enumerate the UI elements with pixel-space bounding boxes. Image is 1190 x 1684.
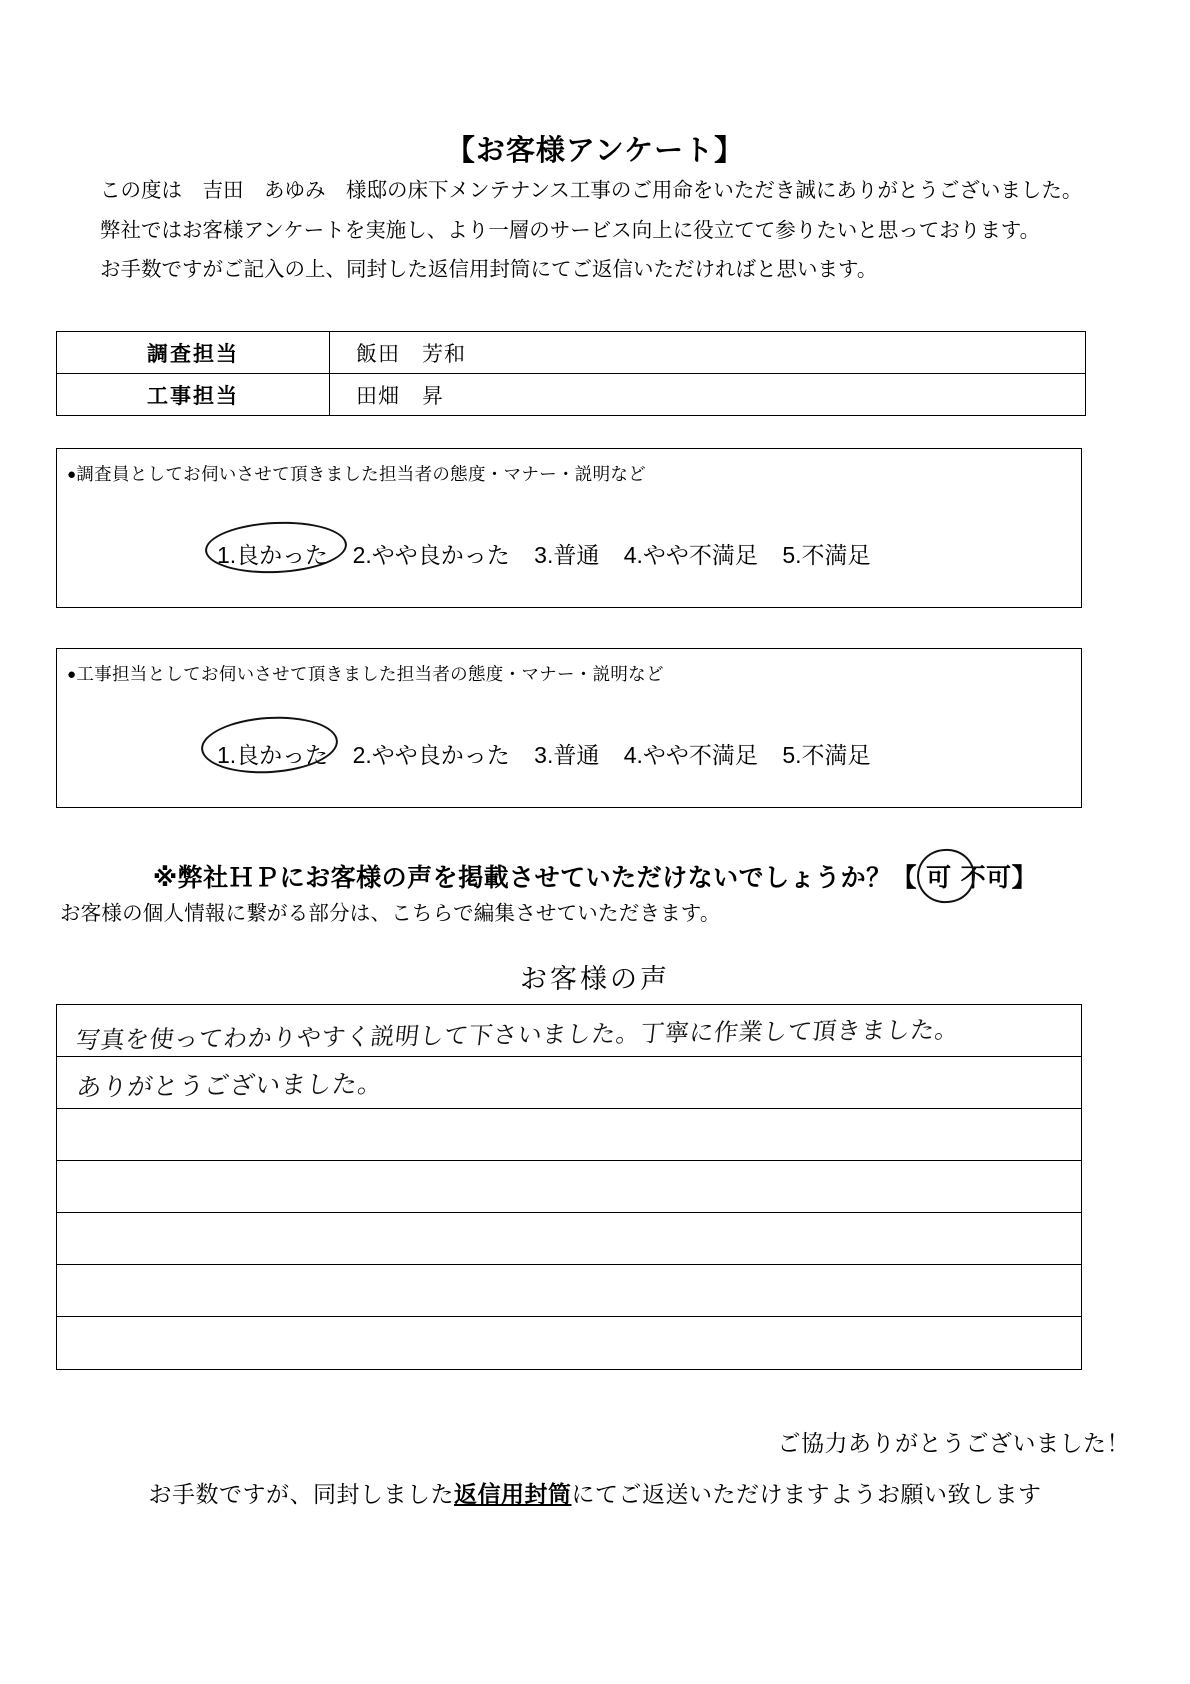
footer-request-suffix: にてご返送いただけますようお願い致します <box>571 1481 1042 1507</box>
staff-role-label-survey: 調査担当 <box>57 332 330 374</box>
rating-option-4-label: 4.やや不満足 <box>623 542 758 568</box>
rating-options-survey-staff <box>217 537 871 570</box>
rating-option-4-label: 4.やや不満足 <box>623 742 758 768</box>
hp-permission-note: お客様の個人情報に繋がる部分は、こちらで編集させていただきます。 <box>60 902 721 925</box>
handwritten-comment-line-1: 写真を使ってわかりやすく説明して下さいました。丁寧に作業して頂きました。 <box>74 1015 961 1055</box>
rating-option-2-label: 2.やや良かった <box>352 742 510 768</box>
rating-option-4[interactable] <box>624 737 758 770</box>
staff-role-label-construction: 工事担当 <box>57 374 330 416</box>
comment-row[interactable] <box>57 1317 1081 1369</box>
question-text: 工事担当としてお伺いさせて頂きました担当者の態度・マナー・説明など <box>76 664 664 684</box>
comment-row[interactable] <box>57 1161 1081 1213</box>
hp-permission-line <box>0 858 1190 894</box>
rating-option-1[interactable] <box>217 537 328 570</box>
question-prompt-construction-staff <box>67 661 664 686</box>
rating-option-5[interactable] <box>782 537 870 570</box>
comment-row[interactable] <box>57 1057 1081 1109</box>
rating-option-1[interactable] <box>217 737 328 770</box>
table-row <box>57 332 1086 374</box>
hp-permission-no[interactable]: 不可 <box>960 864 1012 892</box>
rating-option-2[interactable] <box>353 737 510 770</box>
rating-option-1-label: 1.良かった <box>217 542 329 568</box>
table-row <box>57 374 1086 416</box>
rating-option-2-label: 2.やや良かった <box>352 542 510 568</box>
comment-row[interactable] <box>57 1265 1081 1317</box>
rating-option-5[interactable] <box>782 737 870 770</box>
question-text: 調査員としてお伺いさせて頂きました担当者の態度・マナー・説明など <box>76 464 646 484</box>
hp-permission-choices <box>892 858 1038 894</box>
rating-option-4[interactable] <box>624 537 758 570</box>
rating-option-3-label: 3.普通 <box>534 542 600 568</box>
bullet-icon: ● <box>67 466 77 483</box>
question-prompt-survey-staff <box>67 461 646 486</box>
hp-permission-yes-label: 可 <box>926 864 952 892</box>
rating-option-3[interactable] <box>534 737 599 770</box>
footer-request-prefix: お手数ですが、同封しました <box>148 1481 454 1507</box>
rating-option-5-label: 5.不満足 <box>782 542 871 568</box>
customer-voice-heading: お客様の声 <box>520 964 670 994</box>
question-block-survey-staff <box>56 448 1082 608</box>
bracket-open: 【 <box>891 864 918 892</box>
hp-permission-yes[interactable] <box>917 858 961 894</box>
comment-row[interactable] <box>57 1213 1081 1265</box>
bullet-icon: ● <box>67 666 77 683</box>
staff-name-survey: 飯田 芳和 <box>330 332 1086 374</box>
page-title: 【お客様アンケート】 <box>445 135 745 167</box>
question-block-construction-staff <box>56 648 1082 808</box>
rating-option-2[interactable] <box>353 537 510 570</box>
hp-permission-question: ※弊社ＨＰにお客様の声を掲載させていただけないでしょうか？ <box>152 864 892 892</box>
customer-voice-comment-box[interactable] <box>56 1004 1082 1370</box>
rating-option-1-label: 1.良かった <box>217 742 329 768</box>
bracket-close: 】 <box>1011 864 1038 892</box>
intro-paragraph <box>100 180 1100 299</box>
comment-row[interactable] <box>57 1109 1081 1161</box>
staff-table <box>56 331 1086 416</box>
comment-row[interactable] <box>57 1005 1081 1057</box>
intro-line-1: この度は 吉田 あゆみ 様邸の床下メンテナンス工事のご用命をいただき誠にありがとうございました。 <box>100 179 1083 202</box>
footer-thanks: ご協力ありがとうございました！ <box>777 1430 1130 1456</box>
rating-option-5-label: 5.不満足 <box>782 742 871 768</box>
intro-line-3: お手数ですがご記入の上、同封した返信用封筒にてご返信いただければと思います。 <box>100 258 878 282</box>
footer-request <box>0 1476 1190 1509</box>
rating-options-construction-staff <box>217 737 871 770</box>
staff-name-construction: 田畑 昇 <box>330 374 1086 416</box>
rating-option-3[interactable] <box>534 537 599 570</box>
footer-request-underlined: 返信用封筒 <box>454 1481 572 1507</box>
rating-option-3-label: 3.普通 <box>534 742 600 768</box>
handwritten-comment-line-2: ありがとうございました。 <box>75 1069 385 1102</box>
intro-line-2: 弊社ではお客様アンケートを実施し、より一層のサービス向上に役立てて参りたいと思っております。 <box>100 218 1041 242</box>
